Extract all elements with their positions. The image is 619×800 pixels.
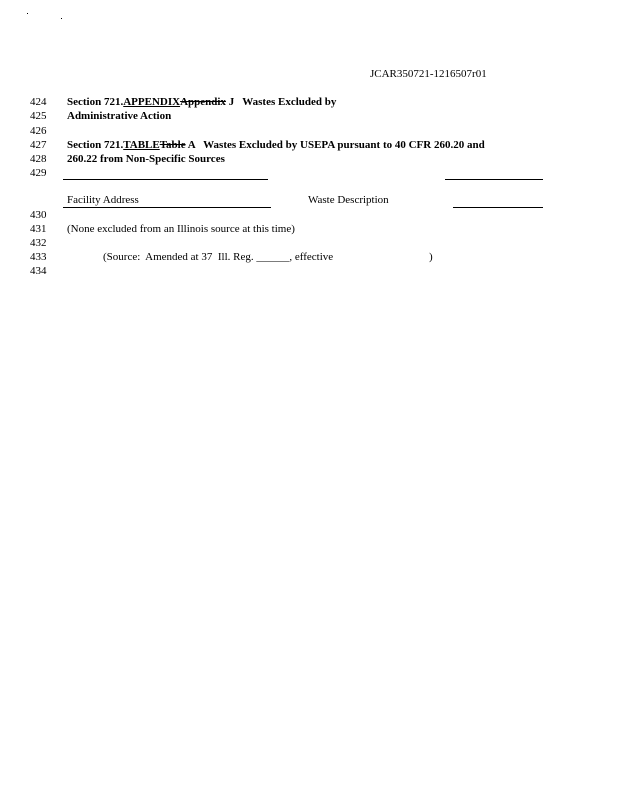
source-blank: ______: [256, 251, 290, 263]
scan-speck: [61, 18, 62, 19]
table-rule: [63, 207, 271, 208]
none-excluded-note: (None excluded from an Illinois source at this time): [67, 223, 295, 235]
column-header-facility-address: Facility Address: [67, 194, 139, 206]
line-number: 431: [30, 223, 47, 235]
source-mid: , effective: [289, 251, 334, 263]
table-rule: [63, 179, 268, 180]
section-heading-table-a: [67, 139, 485, 151]
heading-prefix: Section 721.: [67, 96, 124, 108]
deleted-text: Table: [159, 139, 186, 151]
line-number: 425: [30, 110, 47, 122]
line-number: 433: [30, 251, 47, 263]
table-rule: [453, 207, 543, 208]
deleted-text: Appendix: [180, 96, 226, 108]
line-number: 429: [30, 167, 47, 179]
table-rule: [445, 179, 543, 180]
line-number: 432: [30, 237, 47, 249]
line-number: 430: [30, 209, 47, 221]
scan-speck: [27, 13, 28, 14]
source-note: [103, 251, 333, 263]
source-close: ): [429, 251, 433, 263]
heading-prefix: Section 721.: [67, 139, 124, 151]
source-prefix: (Source: Amended at 37 Ill. Reg.: [103, 251, 257, 263]
inserted-text: APPENDIX: [123, 96, 181, 108]
section-heading-line2: Administrative Action: [67, 110, 172, 122]
section-heading-appendix-j: [67, 96, 336, 108]
section-heading-line2: 260.22 from Non-Specific Sources: [67, 153, 225, 165]
line-number: 434: [30, 265, 47, 277]
inserted-text: TABLE: [123, 139, 160, 151]
line-number: 426: [30, 125, 47, 137]
column-header-waste-description: Waste Description: [308, 194, 389, 206]
heading-suffix: A Wastes Excluded by USEPA pursuant to 40 CFR 260.20 and: [185, 139, 485, 151]
line-number: 427: [30, 139, 47, 151]
line-number: 424: [30, 96, 47, 108]
line-number: 428: [30, 153, 47, 165]
heading-suffix: J Wastes Excluded by: [225, 96, 337, 108]
document-id: JCAR350721-1216507r01: [370, 68, 487, 80]
